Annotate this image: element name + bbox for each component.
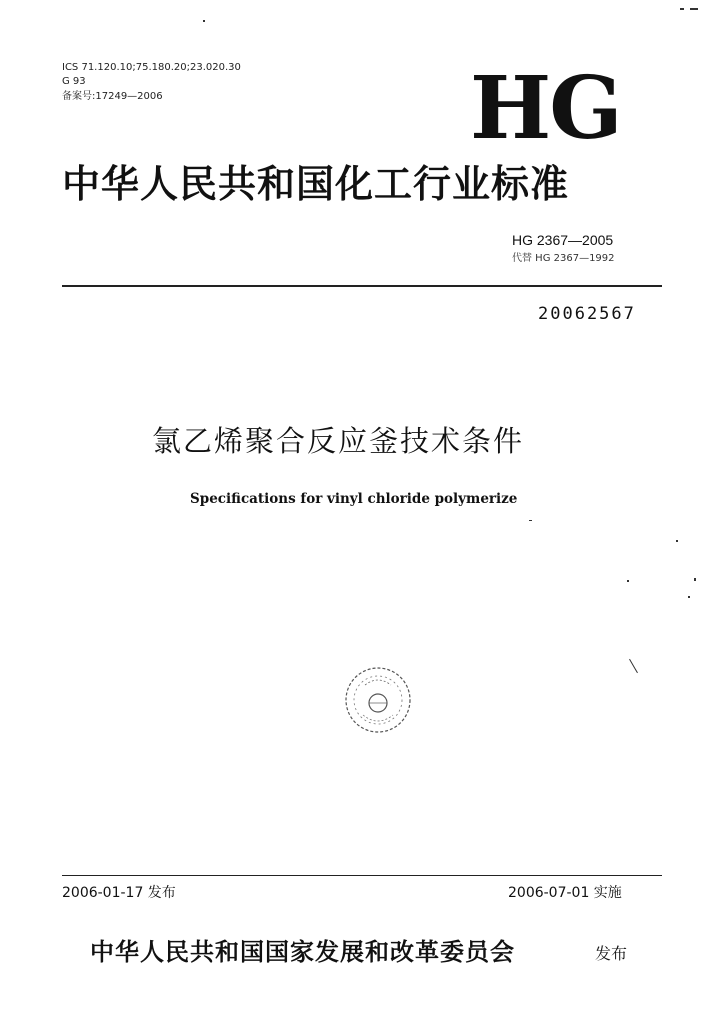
scan-artifact: [629, 659, 638, 673]
issuing-authority: 中华人民共和国国家发展和改革委员会: [90, 938, 515, 966]
standard-category-title: 中华人民共和国化工行业标准: [62, 162, 570, 206]
scan-artifact: [203, 20, 205, 22]
scan-artifact: [627, 580, 629, 582]
scan-artifact: [688, 596, 690, 598]
issuing-label: 发布: [595, 944, 628, 963]
record-number: 备案号:17249—2006: [62, 91, 163, 102]
title-english: Specifications for vinyl chloride polymerize: [190, 491, 518, 507]
effective-date: 2006-07-01 实施: [508, 885, 622, 901]
divider-top-shadow: [62, 286, 662, 287]
scan-artifact: [676, 540, 678, 542]
serial-number-stamp: 20062567: [538, 304, 636, 324]
scan-artifact: [690, 8, 698, 10]
issue-date: 2006-01-17 发布: [62, 885, 176, 901]
standard-number: HG 2367—2005: [512, 232, 614, 248]
divider-bottom: [62, 875, 662, 876]
scan-artifact: [694, 578, 696, 581]
hg-logo: HG: [470, 58, 621, 159]
scan-artifact: [529, 520, 532, 521]
ics-code: ICS 71.120.10;75.180.20;23.020.30: [62, 62, 241, 73]
classification-code: G 93: [62, 76, 86, 87]
scan-artifact: [680, 8, 684, 10]
title-chinese: 氯乙烯聚合反应釜技术条件: [152, 424, 525, 458]
official-seal-icon: [343, 665, 413, 735]
replaces-standard: 代替 HG 2367—1992: [512, 253, 615, 264]
